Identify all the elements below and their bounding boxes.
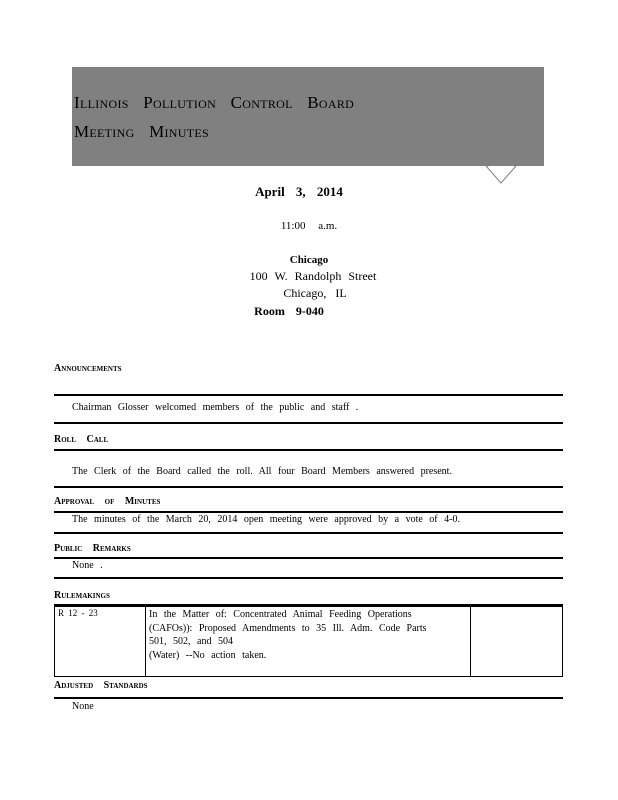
meeting-address: 100 W. Randolph Street (249, 269, 377, 283)
announcements-text: Chairman Glosser welcomed members of the public and staff . (72, 402, 359, 413)
announcements-heading: Announcements (54, 363, 122, 374)
public-remarks-heading: Public Remarks (54, 543, 131, 554)
section-divider (54, 394, 563, 396)
section-divider (54, 449, 563, 451)
section-divider (54, 486, 563, 488)
approval-of-minutes-text: The minutes of the March 20, 2014 open meeting were approved by a vote of 4-0. (72, 514, 460, 525)
section-divider (54, 532, 563, 534)
empty-cell (471, 607, 563, 677)
banner-notch-icon (486, 166, 516, 184)
docket-number: R 12 - 23 (55, 607, 146, 677)
section-divider (54, 511, 563, 513)
section-divider (54, 557, 563, 559)
meeting-room: Room 9-040 (254, 304, 324, 318)
rulemaking-description-line: 501, 502, and 504 (149, 636, 233, 647)
title-banner (72, 67, 544, 166)
meeting-city-heading: Chicago (289, 254, 329, 266)
rulemakings-heading: Rulemakings (54, 590, 110, 601)
rulemaking-description-line: (CAFOs)): Proposed Amendments to 35 Ill. Adm. Code Parts (149, 622, 427, 634)
meeting-date: April 3, 2014 (255, 184, 343, 199)
rulemaking-description-line: (Water) --No action taken. (149, 649, 267, 661)
table-row (55, 607, 563, 677)
meeting-city-state: Chicago, IL (283, 286, 347, 300)
adjusted-standards-text: None (72, 701, 94, 712)
rulemaking-description-line: In the Matter of: Concentrated Animal Feeding Operations (149, 609, 412, 620)
section-divider (54, 577, 563, 579)
document-title-line2: Meeting Minutes (74, 122, 209, 141)
section-divider (54, 422, 563, 424)
rulemakings-table (54, 606, 563, 677)
rulemaking-description (146, 607, 471, 677)
approval-of-minutes-heading: Approval of Minutes (54, 496, 161, 507)
public-remarks-text: None . (72, 560, 103, 571)
meeting-time: 11:00 a.m. (280, 220, 338, 232)
roll-call-text: The Clerk of the Board called the roll. All four Board Members answered present. (72, 466, 452, 477)
roll-call-heading: Roll Call (54, 434, 109, 445)
document-title-line1: Illinois Pollution Control Board (74, 93, 355, 112)
adjusted-standards-heading: Adjusted Standards (54, 680, 148, 691)
section-divider (54, 697, 563, 699)
